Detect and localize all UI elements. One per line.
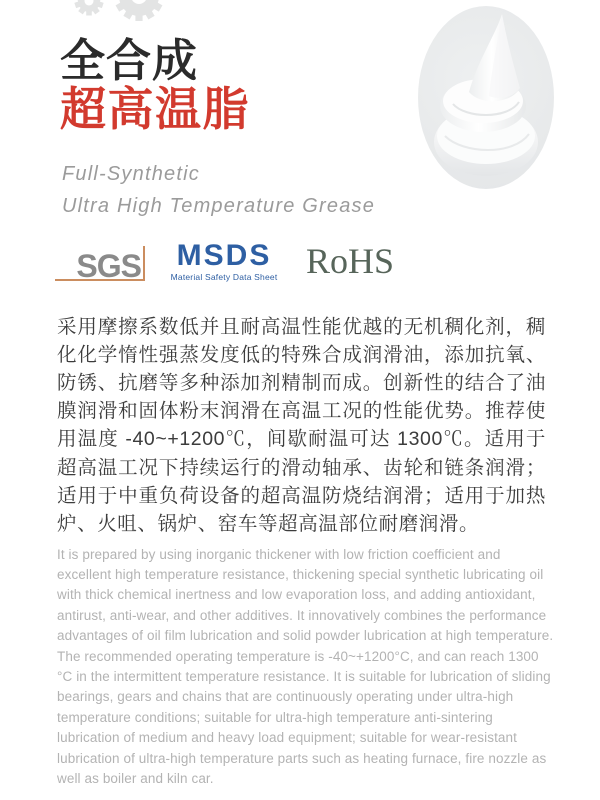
product-title-zh: 全合成 bbox=[60, 35, 199, 86]
rohs-certification-logo bbox=[306, 243, 394, 279]
msds-logo-text: MSDS bbox=[176, 239, 272, 272]
gear-icon bbox=[114, 0, 164, 21]
rohs-logo-text: RoHS bbox=[306, 241, 395, 281]
sgs-certification-logo bbox=[55, 246, 145, 284]
product-subtitle-en bbox=[62, 158, 375, 222]
sgs-logo-text: SGS bbox=[76, 247, 141, 284]
grease-dollop-photo bbox=[423, 8, 551, 180]
subtitle-line-1: Full-Synthetic bbox=[62, 163, 200, 185]
msds-logo-subtext: Material Safety Data Sheet bbox=[170, 272, 278, 282]
product-title-zh-red: 超高温脂 bbox=[60, 83, 250, 135]
msds-certification-logo bbox=[169, 241, 279, 282]
gear-icon bbox=[74, 0, 103, 16]
description-paragraph-en: It is prepared by using inorganic thickener with low friction coefficient and excellent high temperature resistance, thickening special synthetic lubricating oil with thick chemical inertness and low evaporation loss, and adding antioxidant, antirust, anti-wear, and other additives. It innovatively combines the performance advantages of oil film lubrication and solid powder lubrication at high temperature. The recommended operating temperature is -40~+1200°C, and can reach 1300 °C in the intermittent temperature resistance. It is suitable for lubrication of sliding bearings, gears and chains that are continuously operating under ultra-high temperature conditions; suitable for ultra-high temperature anti-sintering lubrication of medium and heavy load equipment; suitable for wear-resistant lubrication of ultra-high temperature parts such as heating furnace, fire nozzle as well as boiler and kiln car. bbox=[57, 546, 554, 786]
description-paragraph-zh: 采用摩擦系数低并且耐高温性能优越的无机稠化剂，稠化化学惰性强蒸发度低的特殊合成润滑油，添加抗氧、防锈、抗磨等多种添加剂精制而成。创新性的结合了油膜润滑和固体粉末润滑在高温工况的性能优势。推荐使用温度 -40~+1200℃，间歇耐温可达 1300℃。适用于超高温工况下持续运行的滑动轴承、齿轮和链条润滑；适用于中重负荷设备的超高温防烧结润滑；适用于加热炉、火咀、锅炉、窑车等超高温部位耐磨润滑。 bbox=[57, 315, 546, 535]
subtitle-line-2: Ultra High Temperature Grease bbox=[62, 195, 376, 217]
gear-icons-decoration bbox=[55, 0, 185, 36]
